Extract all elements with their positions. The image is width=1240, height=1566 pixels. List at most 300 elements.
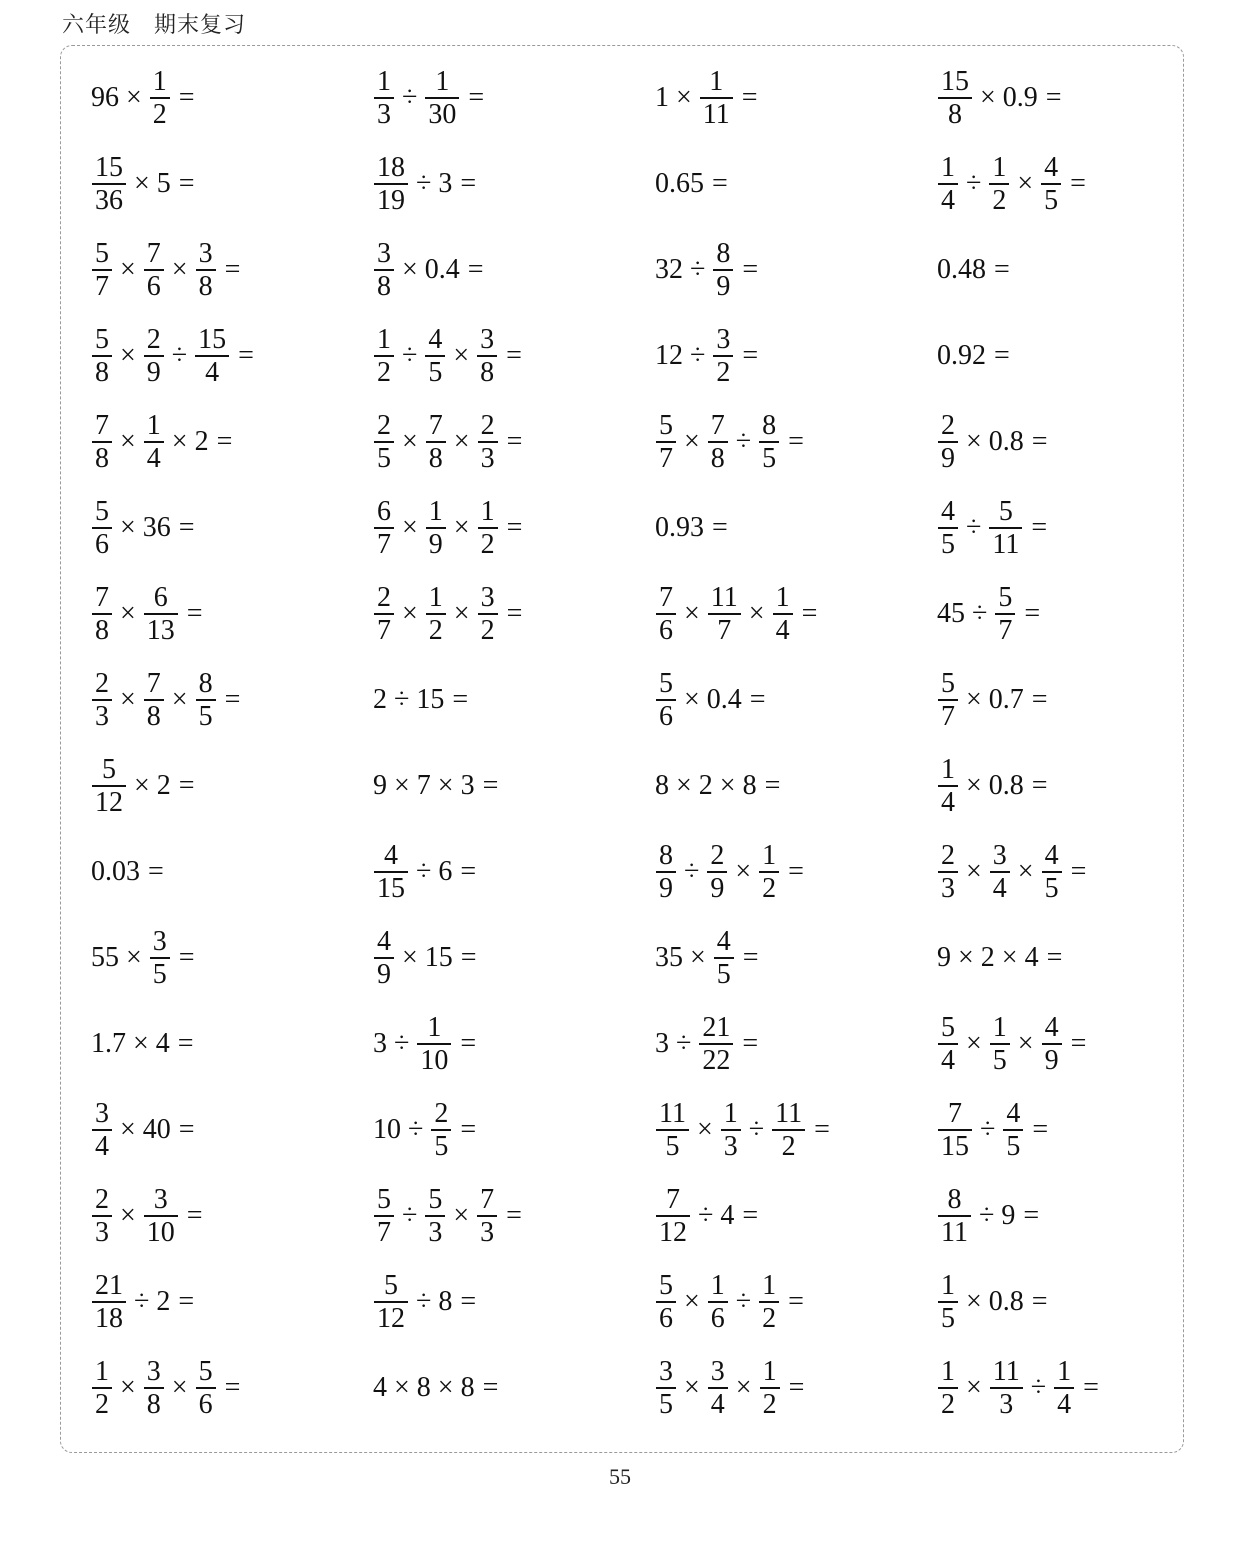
equals-sign: =	[460, 856, 477, 887]
worksheet-frame	[60, 45, 1184, 1453]
fraction	[374, 926, 394, 990]
fraction	[938, 1184, 971, 1248]
denominator: 9	[659, 872, 673, 904]
numerator: 3	[198, 237, 213, 269]
denominator: 22	[702, 1044, 731, 1076]
operator: ÷	[676, 1028, 692, 1059]
operator: ×	[126, 82, 142, 113]
fraction	[196, 668, 216, 732]
operator: ×	[171, 254, 188, 285]
fraction	[938, 1012, 958, 1076]
fraction	[656, 1184, 690, 1248]
numerator: 7	[428, 409, 443, 441]
denominator: 5	[659, 1388, 673, 1420]
numerator: 11	[710, 581, 738, 613]
equals-sign: =	[506, 340, 522, 371]
numerator: 1	[723, 1097, 738, 1129]
number: 3	[460, 770, 475, 801]
equals-sign: =	[224, 684, 241, 715]
denominator: 2	[716, 356, 731, 388]
denominator: 5	[1044, 184, 1059, 216]
operator: ×	[402, 942, 418, 973]
equals-sign: =	[1083, 1372, 1099, 1403]
numerator: 4	[941, 495, 955, 527]
denominator: 9	[428, 528, 443, 560]
numerator: 8	[198, 667, 213, 699]
fraction	[374, 410, 394, 474]
arithmetic-problem	[373, 488, 522, 568]
operator: ÷	[690, 340, 706, 371]
fraction	[92, 668, 112, 732]
equals-sign: =	[482, 1372, 499, 1403]
operator: ÷	[735, 1286, 752, 1317]
fraction	[92, 754, 126, 818]
numerator: 1	[146, 409, 161, 441]
operator: ×	[120, 340, 136, 371]
number: 2	[373, 684, 387, 715]
fraction	[707, 840, 727, 904]
numerator: 5	[95, 495, 109, 527]
denominator: 7	[377, 528, 391, 560]
arithmetic-problem	[91, 1262, 194, 1342]
arithmetic-problem	[373, 1262, 476, 1342]
number: 2	[980, 942, 995, 973]
numerator: 4	[1006, 1097, 1021, 1129]
numerator: 3	[95, 1097, 109, 1129]
fraction	[92, 152, 126, 216]
number: 32	[655, 254, 683, 285]
number: 36	[142, 512, 171, 543]
equals-sign: =	[801, 598, 818, 629]
arithmetic-problem	[937, 1348, 1099, 1428]
fraction	[425, 324, 445, 388]
numerator: 7	[659, 581, 673, 613]
arithmetic-problem	[655, 316, 758, 396]
denominator: 8	[948, 98, 962, 130]
denominator: 4	[941, 1044, 955, 1076]
equals-sign: =	[814, 1114, 830, 1145]
number: 1	[655, 82, 669, 113]
operator: ÷	[416, 856, 432, 887]
equals-sign: =	[224, 1372, 241, 1403]
numerator: 8	[659, 839, 673, 871]
numerator: 5	[941, 667, 955, 699]
numerator: 2	[941, 409, 955, 441]
fraction	[431, 1098, 451, 1162]
number: 96	[91, 82, 119, 113]
denominator: 7	[717, 614, 732, 646]
denominator: 11	[941, 1216, 968, 1248]
numerator: 1	[377, 323, 391, 355]
operator: ×	[684, 598, 700, 629]
arithmetic-problem	[373, 144, 476, 224]
denominator: 6	[198, 1388, 213, 1420]
operator: ×	[735, 1372, 752, 1403]
operator: ÷	[402, 82, 418, 113]
operator: ÷	[966, 512, 982, 543]
fraction	[656, 582, 676, 646]
arithmetic-problem	[91, 230, 240, 310]
operator: ÷	[966, 168, 982, 199]
number: 4	[720, 1200, 735, 1231]
fraction	[938, 1270, 958, 1334]
number: 3	[655, 1028, 669, 1059]
number: 2	[156, 770, 171, 801]
numerator: 4	[716, 925, 731, 957]
fraction	[700, 66, 733, 130]
numerator: 1	[992, 1011, 1007, 1043]
numerator: 6	[377, 495, 391, 527]
fraction	[713, 324, 733, 388]
operator: ×	[690, 942, 706, 973]
number: 2	[194, 426, 209, 457]
denominator: 2	[377, 356, 391, 388]
denominator: 2	[152, 98, 167, 130]
denominator: 5	[434, 1130, 449, 1162]
number: 9	[373, 770, 387, 801]
fraction	[92, 1356, 112, 1420]
fraction	[990, 1012, 1010, 1076]
equals-sign: =	[788, 856, 804, 887]
operator: ×	[402, 254, 418, 285]
denominator: 8	[146, 700, 161, 732]
equals-sign: =	[186, 1200, 203, 1231]
numerator: 3	[480, 581, 495, 613]
denominator: 8	[95, 614, 109, 646]
equals-sign: =	[216, 426, 233, 457]
number: 10	[373, 1114, 401, 1145]
denominator: 5	[941, 528, 955, 560]
equals-sign: =	[749, 684, 766, 715]
numerator: 5	[941, 1011, 955, 1043]
denominator: 10	[420, 1044, 449, 1076]
arithmetic-problem	[373, 918, 477, 998]
arithmetic-problem	[91, 144, 195, 224]
numerator: 2	[377, 581, 391, 613]
number: 0.65	[655, 168, 704, 199]
operator: ×	[684, 1372, 700, 1403]
operator: ×	[171, 1372, 188, 1403]
denominator: 5	[762, 442, 777, 474]
number: 0.8	[988, 426, 1024, 457]
equals-sign: =	[178, 1114, 195, 1145]
denominator: 8	[480, 356, 495, 388]
fraction	[990, 1356, 1023, 1420]
operator: ×	[1017, 856, 1034, 887]
denominator: 8	[710, 442, 725, 474]
numerator: 7	[480, 1183, 495, 1215]
numerator: 3	[377, 237, 391, 269]
numerator: 11	[659, 1097, 686, 1129]
equals-sign: =	[742, 1028, 759, 1059]
fraction	[708, 410, 728, 474]
equals-sign: =	[178, 168, 195, 199]
operator: ÷	[416, 1286, 432, 1317]
number: 0.7	[988, 684, 1024, 715]
numerator: 5	[998, 581, 1013, 613]
denominator: 8	[95, 442, 109, 474]
operator: ×	[966, 1286, 982, 1317]
operator: ×	[966, 856, 982, 887]
fraction	[92, 1098, 112, 1162]
operator: ×	[394, 1372, 410, 1403]
fraction	[374, 152, 408, 216]
denominator: 8	[377, 270, 391, 302]
fraction	[144, 238, 164, 302]
operator: ×	[171, 426, 188, 457]
number: 0.48	[937, 254, 986, 285]
numerator: 3	[152, 925, 167, 957]
fraction	[144, 1356, 164, 1420]
operator: ×	[437, 770, 454, 801]
numerator: 7	[95, 581, 109, 613]
number: 8	[416, 1372, 431, 1403]
arithmetic-problem	[373, 1090, 476, 1170]
operator: ×	[134, 168, 150, 199]
numerator: 1	[428, 495, 443, 527]
operator: ÷	[748, 1114, 765, 1145]
denominator: 30	[428, 98, 457, 130]
denominator: 11	[702, 98, 730, 130]
number: 7	[416, 770, 431, 801]
number: 9	[1001, 1200, 1016, 1231]
fraction	[714, 926, 734, 990]
numerator: 5	[102, 753, 116, 785]
fraction	[196, 1356, 216, 1420]
arithmetic-problem	[655, 230, 758, 310]
operator: ×	[958, 942, 974, 973]
operator: ×	[171, 684, 188, 715]
operator: ÷	[134, 1286, 150, 1317]
denominator: 2	[480, 614, 495, 646]
numerator: 21	[95, 1269, 123, 1301]
numerator: 15	[941, 65, 969, 97]
operator: ×	[120, 426, 136, 457]
equals-sign: =	[764, 770, 781, 801]
arithmetic-problem	[91, 660, 240, 740]
denominator: 3	[480, 1216, 495, 1248]
arithmetic-problem	[91, 58, 195, 138]
equals-sign: =	[1024, 598, 1041, 629]
operator: ×	[966, 1372, 982, 1403]
equals-sign: =	[788, 1372, 805, 1403]
arithmetic-problem	[937, 918, 1062, 998]
fraction	[759, 1270, 779, 1334]
arithmetic-problem	[937, 488, 1047, 568]
equals-sign: =	[177, 1028, 194, 1059]
number: 0.92	[937, 340, 986, 371]
denominator: 7	[998, 614, 1013, 646]
operator: ×	[134, 770, 150, 801]
operator: ×	[719, 770, 736, 801]
equals-sign: =	[467, 254, 484, 285]
arithmetic-problem	[655, 832, 804, 912]
arithmetic-problem	[655, 1176, 758, 1256]
fraction	[938, 840, 958, 904]
number: 9	[937, 942, 951, 973]
numerator: 1	[762, 1269, 777, 1301]
fraction	[477, 324, 497, 388]
number: 0.4	[424, 254, 460, 285]
operator: ×	[453, 598, 470, 629]
page-number: 55	[609, 1464, 631, 1489]
numerator: 3	[992, 839, 1007, 871]
numerator: 7	[948, 1097, 962, 1129]
arithmetic-problem	[373, 746, 498, 826]
operator: ×	[120, 684, 136, 715]
fraction	[92, 582, 112, 646]
equals-sign: =	[1031, 684, 1048, 715]
fraction	[656, 1356, 676, 1420]
denominator: 3	[999, 1388, 1014, 1420]
denominator: 3	[941, 872, 955, 904]
denominator: 5	[198, 700, 213, 732]
operator: ÷	[1030, 1372, 1047, 1403]
fraction	[713, 238, 733, 302]
equals-sign: =	[1070, 168, 1086, 199]
denominator: 11	[992, 528, 1020, 560]
operator: ×	[437, 1372, 454, 1403]
arithmetic-problem	[91, 918, 195, 998]
number: 1.7	[91, 1028, 126, 1059]
equals-sign: =	[1031, 770, 1048, 801]
numerator: 4	[377, 925, 391, 957]
arithmetic-problem	[373, 230, 484, 310]
equals-sign: =	[224, 254, 241, 285]
equals-sign: =	[506, 426, 523, 457]
arithmetic-problem	[91, 1090, 195, 1170]
operator: ×	[120, 1200, 136, 1231]
numerator: 5	[659, 1269, 673, 1301]
arithmetic-problem	[655, 574, 817, 654]
number: 8	[655, 770, 669, 801]
operator: ÷	[972, 598, 988, 629]
numerator: 5	[377, 1183, 391, 1215]
fraction	[995, 582, 1015, 646]
equals-sign: =	[178, 1286, 195, 1317]
fraction	[426, 410, 446, 474]
operator: ×	[453, 512, 470, 543]
fraction	[144, 1184, 178, 1248]
number: 0.03	[91, 856, 140, 887]
operator: ×	[735, 856, 752, 887]
fraction	[374, 324, 394, 388]
numerator: 5	[198, 1355, 213, 1387]
equals-sign: =	[712, 168, 728, 199]
denominator: 6	[95, 528, 109, 560]
equals-sign: =	[178, 770, 195, 801]
arithmetic-problem	[937, 1090, 1048, 1170]
fraction	[759, 840, 779, 904]
denominator: 8	[95, 356, 109, 388]
number: 0.8	[988, 770, 1024, 801]
numerator: 3	[480, 323, 495, 355]
number: 0.9	[1002, 82, 1038, 113]
operator: ×	[120, 512, 136, 543]
denominator: 12	[95, 786, 123, 818]
numerator: 8	[947, 1183, 962, 1215]
denominator: 19	[377, 184, 405, 216]
numerator: 7	[95, 409, 109, 441]
arithmetic-problem	[655, 1090, 830, 1170]
arithmetic-problem	[91, 1176, 203, 1256]
arithmetic-problem	[91, 832, 164, 912]
denominator: 4	[992, 872, 1007, 904]
denominator: 5	[428, 356, 443, 388]
number: 8	[438, 1286, 453, 1317]
fraction	[92, 496, 112, 560]
number: 4	[373, 1372, 387, 1403]
fraction	[656, 1098, 689, 1162]
fraction	[938, 1356, 958, 1420]
equals-sign: =	[1070, 856, 1087, 887]
denominator: 2	[762, 872, 777, 904]
fraction	[938, 410, 958, 474]
arithmetic-problem	[91, 1004, 194, 1084]
number: 0.93	[655, 512, 704, 543]
operator: ×	[453, 340, 470, 371]
equals-sign: =	[460, 168, 477, 199]
numerator: 1	[480, 495, 495, 527]
number: 45	[937, 598, 965, 629]
fraction	[1042, 1012, 1062, 1076]
number: 55	[91, 942, 119, 973]
fraction	[938, 152, 958, 216]
denominator: 15	[941, 1130, 969, 1162]
fraction	[195, 324, 229, 388]
equals-sign: =	[1070, 1028, 1087, 1059]
fraction	[150, 926, 170, 990]
numerator: 5	[384, 1269, 398, 1301]
operator: ×	[120, 254, 136, 285]
equals-sign: =	[1031, 1286, 1048, 1317]
number: 4	[155, 1028, 170, 1059]
denominator: 5	[377, 442, 391, 474]
arithmetic-problem	[655, 144, 728, 224]
arithmetic-problem	[373, 1004, 476, 1084]
numerator: 7	[710, 409, 725, 441]
number: 12	[655, 340, 683, 371]
denominator: 3	[95, 1216, 109, 1248]
denominator: 6	[146, 270, 161, 302]
equals-sign: =	[178, 512, 195, 543]
numerator: 1	[992, 151, 1007, 183]
denominator: 2	[95, 1388, 109, 1420]
arithmetic-problem	[91, 402, 232, 482]
denominator: 4	[775, 614, 790, 646]
arithmetic-problem	[655, 1004, 758, 1084]
fraction	[708, 1356, 728, 1420]
numerator: 2	[434, 1097, 449, 1129]
arithmetic-problem	[937, 1262, 1048, 1342]
operator: ×	[402, 598, 418, 629]
fraction	[425, 66, 459, 130]
operator: ×	[120, 598, 136, 629]
operator: ×	[684, 426, 700, 457]
fraction	[773, 582, 793, 646]
equals-sign: =	[238, 340, 254, 371]
numerator: 4	[1044, 839, 1059, 871]
number: 0.8	[988, 1286, 1024, 1317]
denominator: 5	[992, 1044, 1007, 1076]
fraction	[374, 1184, 394, 1248]
denominator: 12	[659, 1216, 687, 1248]
numerator: 11	[775, 1097, 803, 1129]
operator: ÷	[171, 340, 188, 371]
operator: ×	[126, 942, 142, 973]
numerator: 15	[95, 151, 123, 183]
operator: ×	[453, 1200, 470, 1231]
